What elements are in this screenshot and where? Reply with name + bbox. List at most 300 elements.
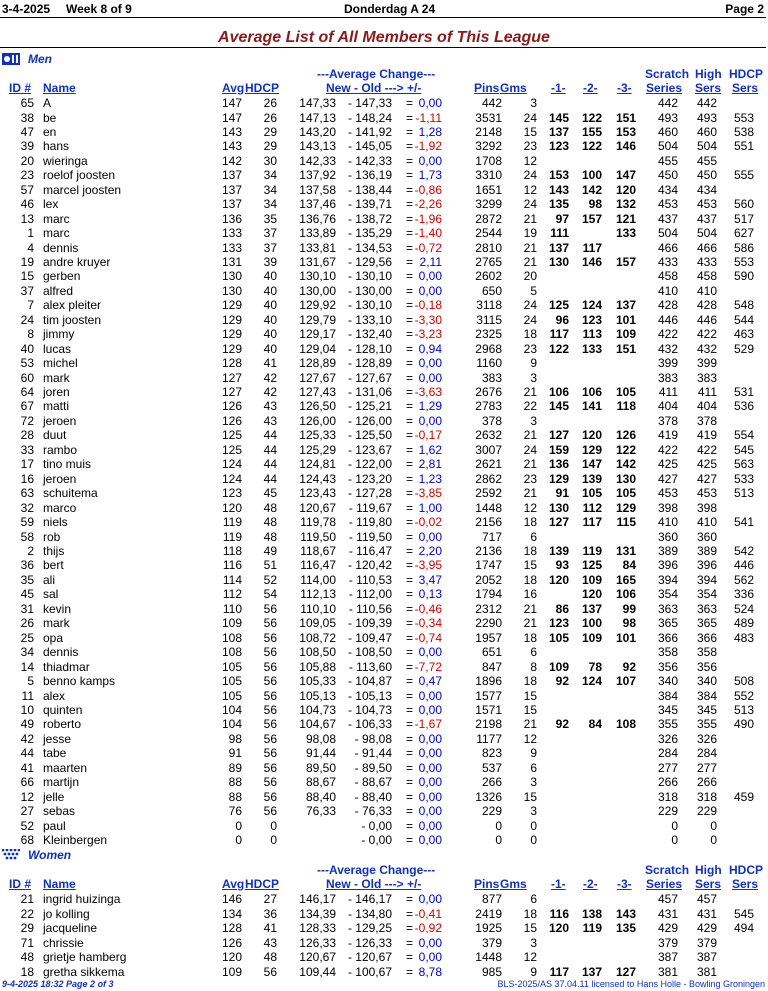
- cell-delta: 0,47: [418, 674, 442, 688]
- cell-hdcp: 56: [263, 645, 277, 660]
- cell-equals: =: [406, 572, 414, 587]
- cell-delta: 0,00: [418, 731, 442, 746]
- cell-delta: -0,72: [414, 240, 442, 255]
- cell-old-avg: - 127,28: [347, 486, 392, 501]
- cell-scratch-series: 378: [657, 413, 678, 428]
- cell-delta: 0,00: [418, 153, 442, 168]
- cell-new-avg: 116,47: [300, 558, 336, 573]
- cell-equals: =: [406, 168, 414, 183]
- cell-equals: =: [406, 964, 414, 979]
- cell-delta: 1,00: [418, 500, 442, 515]
- cell-pins: 651: [481, 645, 502, 660]
- cell-hdcp-series: 554: [733, 428, 754, 443]
- cell-games: 21: [523, 240, 537, 255]
- cell-old-avg: - 120,42: [347, 558, 392, 573]
- cell-pins: 229: [481, 804, 502, 819]
- cell-high-series: 340: [696, 674, 717, 688]
- cell-game2: 84: [588, 717, 602, 732]
- cell-new-avg: 105,88: [299, 659, 336, 674]
- cell-high-series: 398: [696, 500, 717, 515]
- cell-games: 21: [523, 616, 537, 631]
- cell-name: marc: [43, 226, 70, 240]
- cell-games: 3: [530, 775, 537, 790]
- cell-old-avg: - 131,06: [347, 385, 392, 399]
- cell-game3: 99: [622, 601, 636, 616]
- cell-game1: 92: [555, 717, 569, 732]
- cell-pins: 2872: [475, 211, 502, 226]
- cell-id: 36: [20, 558, 34, 573]
- cell-old-avg: - 89,50: [354, 760, 392, 775]
- cell-games: 3: [530, 96, 537, 110]
- cell-pins: 3310: [475, 168, 502, 183]
- cell-game2: 147: [581, 457, 602, 472]
- cell-high-series: 363: [696, 601, 717, 616]
- cell-game2: 137: [581, 601, 602, 616]
- cell-hdcp-series: 490: [733, 717, 754, 732]
- cell-hdcp: 29: [263, 124, 277, 139]
- cell-equals: =: [406, 731, 414, 746]
- cell-old-avg: - 122,00: [347, 457, 392, 472]
- cell-equals: =: [406, 717, 414, 732]
- cell-avg: 142: [221, 153, 242, 168]
- cell-avg: 129: [221, 298, 242, 313]
- cell-pins: 2783: [475, 399, 502, 414]
- cell-delta: 3,47: [418, 572, 442, 587]
- cell-high-series: 355: [696, 717, 717, 732]
- cell-hdcp-series: 560: [733, 197, 754, 212]
- cell-equals: =: [406, 254, 414, 269]
- cell-new-avg: 120,67: [299, 500, 336, 515]
- cell-scratch-series: 453: [657, 197, 678, 212]
- cell-game1: 109: [548, 659, 569, 674]
- cell-delta: 0,13: [418, 587, 442, 602]
- cell-avg: 126: [221, 935, 242, 950]
- cell-hdcp: 26: [263, 110, 277, 125]
- cell-old-avg: - 91,44: [354, 746, 392, 761]
- cell-avg: 104: [221, 717, 242, 732]
- cell-scratch-series: 433: [657, 254, 678, 269]
- cell-delta: -3,95: [414, 558, 442, 573]
- cell-scratch-series: 404: [657, 399, 678, 414]
- cell-old-avg: - 147,33: [347, 96, 392, 110]
- cell-scratch-series: 466: [657, 240, 678, 255]
- column-header-high-top: High: [695, 863, 722, 878]
- cell-old-avg: - 136,19: [347, 168, 392, 183]
- cell-name: andre kruyer: [43, 254, 111, 269]
- table-row: [0, 371, 768, 386]
- cell-high-series: 411: [697, 385, 717, 399]
- cell-hdcp: 42: [263, 385, 277, 399]
- cell-avg: 88: [228, 775, 242, 790]
- cell-id: 5: [27, 674, 34, 688]
- cell-hdcp: 48: [263, 950, 277, 965]
- cell-delta: -3,23: [414, 327, 442, 342]
- cell-id: 41: [20, 760, 34, 775]
- cell-game1: 120: [548, 572, 569, 587]
- column-header-name: Name: [43, 81, 76, 95]
- table-row: [0, 616, 768, 631]
- cell-high-series: 379: [696, 935, 717, 950]
- cell-equals: =: [406, 226, 414, 240]
- cell-game2: 141: [581, 399, 602, 414]
- table-row: [0, 775, 768, 790]
- table-row: [0, 443, 768, 458]
- cell-hdcp: 37: [263, 240, 277, 255]
- cell-game3: 142: [615, 457, 636, 472]
- cell-game2: 112: [582, 500, 602, 515]
- cell-pins: 537: [481, 760, 502, 775]
- cell-id: 63: [20, 486, 34, 501]
- cell-hdcp: 48: [263, 529, 277, 544]
- cell-hdcp-series: 459: [733, 789, 754, 804]
- cell-game2: 155: [581, 124, 602, 139]
- cell-game1: 111: [550, 226, 569, 240]
- cell-high-series: 466: [696, 240, 717, 255]
- cell-hdcp: 26: [263, 96, 277, 110]
- cell-delta: -7,72: [414, 659, 442, 674]
- cell-delta: -1,67: [414, 717, 442, 732]
- cell-scratch-series: 389: [657, 543, 678, 558]
- cell-hdcp: 48: [263, 515, 277, 529]
- section-title-label: Men: [28, 52, 52, 66]
- cell-equals: =: [406, 312, 414, 327]
- cell-high-series: 381: [696, 964, 717, 979]
- cell-high-series: 457: [696, 892, 717, 907]
- cell-pins: 877: [481, 892, 502, 907]
- cell-avg: 104: [221, 702, 242, 717]
- cell-name: martijn: [43, 775, 80, 790]
- cell-old-avg: - 130,10: [347, 269, 392, 284]
- cell-name: rambo: [43, 442, 78, 457]
- column-header-high-top: High: [695, 67, 722, 81]
- cell-old-avg: - 123,20: [347, 471, 392, 486]
- cell-high-series: 434: [696, 182, 717, 197]
- cell-game3: 105: [615, 385, 636, 399]
- cell-name: joren: [43, 385, 70, 399]
- cell-pins: 3299: [475, 197, 502, 212]
- cell-new-avg: 109,05: [299, 616, 336, 631]
- cell-game3: 109: [615, 327, 636, 342]
- cell-game3: 131: [615, 543, 636, 558]
- cell-game2: 117: [582, 515, 602, 529]
- cell-new-avg: 114,00: [300, 572, 336, 587]
- column-header-new-old: New - Old ---> +/-: [326, 877, 422, 892]
- table-row: [0, 732, 768, 747]
- cell-pins: 2544: [475, 226, 502, 240]
- cell-games: 6: [530, 892, 537, 907]
- table-row: [0, 950, 768, 965]
- cell-id: 32: [20, 500, 34, 515]
- cell-game3: 101: [615, 312, 636, 327]
- cell-pins: 1448: [475, 500, 502, 515]
- cell-name: michel: [43, 356, 78, 371]
- cell-new-avg: 109,44: [299, 964, 336, 979]
- cell-name: chrissie: [43, 935, 84, 950]
- table-row: [0, 298, 768, 313]
- cell-id: 71: [20, 935, 34, 950]
- cell-delta: 0,00: [418, 892, 442, 907]
- cell-hdcp-series: 517: [733, 211, 754, 226]
- cell-high-series: 0: [710, 833, 717, 847]
- cell-name: hans: [43, 139, 70, 154]
- cell-id: 29: [20, 921, 34, 936]
- cell-delta: 1,29: [418, 399, 442, 414]
- cell-new-avg: 126,50: [299, 399, 336, 414]
- cell-high-series: 387: [696, 950, 717, 965]
- cell-pins: 1925: [475, 921, 502, 936]
- cell-pins: 2198: [475, 717, 502, 732]
- cell-high-series: 442: [696, 96, 717, 110]
- cell-id: 2: [27, 543, 34, 558]
- cell-game3: 137: [615, 298, 636, 313]
- cell-old-avg: - 133,10: [347, 312, 392, 327]
- cell-equals: =: [406, 630, 414, 645]
- cell-scratch-series: 383: [657, 370, 678, 385]
- cell-high-series: 429: [696, 921, 717, 936]
- cell-name: lex: [43, 197, 59, 212]
- cell-games: 21: [523, 457, 537, 472]
- cell-hdcp-series: 483: [733, 630, 754, 645]
- cell-delta: 0,00: [418, 746, 442, 761]
- cell-old-avg: - 119,50: [348, 529, 392, 544]
- section-title-women: [2, 848, 71, 862]
- table-row: [0, 168, 768, 183]
- cell-old-avg: - 100,67: [347, 964, 392, 979]
- cell-hdcp: 34: [263, 182, 277, 197]
- cell-new-avg: 137,58: [299, 182, 336, 197]
- cell-delta: -0,41: [414, 906, 442, 921]
- cell-game3: 165: [615, 572, 636, 587]
- cell-high-series: 493: [696, 110, 717, 125]
- table-row: [0, 399, 768, 414]
- column-header-scratch-top: Scratch: [645, 67, 690, 81]
- cell-games: 12: [523, 731, 537, 746]
- cell-new-avg: 129,79: [299, 312, 336, 327]
- cell-equals: =: [406, 486, 414, 501]
- cell-delta: -1,96: [414, 211, 442, 226]
- column-header-high-bot: Sers: [695, 81, 722, 95]
- cell-games: 3: [530, 370, 537, 385]
- cell-name: A: [43, 96, 52, 110]
- cell-old-avg: - 142,33: [347, 153, 392, 168]
- cell-equals: =: [406, 385, 414, 399]
- cell-name: gerben: [43, 269, 81, 284]
- cell-hdcp: 40: [263, 312, 277, 327]
- table-row: [0, 717, 768, 732]
- cell-high-series: 410: [696, 515, 717, 529]
- cell-high-series: 504: [696, 226, 717, 240]
- cell-game1: 123: [548, 139, 569, 154]
- cell-scratch-series: 411: [658, 385, 678, 399]
- cell-avg: 126: [221, 413, 242, 428]
- cell-high-series: 504: [696, 139, 717, 154]
- cell-game1: 86: [555, 601, 569, 616]
- cell-delta: 0,00: [418, 702, 442, 717]
- cell-games: 12: [523, 500, 537, 515]
- cell-pins: 0: [495, 818, 502, 833]
- cell-high-series: 356: [696, 659, 717, 674]
- cell-delta: 0,00: [418, 804, 442, 819]
- table-row: [0, 269, 768, 284]
- cell-equals: =: [406, 921, 414, 936]
- cell-equals: =: [406, 645, 414, 660]
- cell-scratch-series: 450: [657, 168, 678, 183]
- footer-license: BLS-2025/AS 37.04.11 licensed to Hans Holle - Bowling Groningen: [497, 979, 765, 989]
- cell-name: ali: [43, 572, 56, 587]
- cell-hdcp: 44: [263, 442, 277, 457]
- cell-new-avg: 105,33: [299, 674, 336, 688]
- cell-old-avg: - 0,00: [361, 818, 392, 833]
- cell-equals: =: [406, 327, 414, 342]
- cell-games: 24: [523, 168, 537, 183]
- cell-hdcp-series: 545: [733, 906, 754, 921]
- cell-avg: 116: [222, 558, 242, 573]
- cell-hdcp-series: 551: [733, 139, 754, 154]
- cell-delta: 0,00: [418, 775, 442, 790]
- table-row: [0, 804, 768, 819]
- cell-scratch-series: 422: [657, 442, 678, 457]
- cell-hdcp-series: 552: [733, 688, 754, 703]
- cell-hdcp: 56: [263, 702, 277, 717]
- cell-avg: 120: [221, 950, 242, 965]
- cell-high-series: 460: [696, 124, 717, 139]
- cell-hdcp: 40: [263, 283, 277, 298]
- cell-id: 13: [20, 211, 34, 226]
- cell-high-series: 229: [696, 804, 717, 819]
- cell-avg: 119: [222, 529, 242, 544]
- cell-game3: 132: [615, 197, 636, 212]
- cell-hdcp-series: 563: [733, 457, 754, 472]
- cell-avg: 109: [221, 964, 242, 979]
- cell-scratch-series: 345: [657, 702, 678, 717]
- cell-games: 21: [523, 211, 537, 226]
- cell-new-avg: 88,40: [305, 789, 336, 804]
- cell-avg: 88: [228, 789, 242, 804]
- cell-high-series: 365: [696, 616, 717, 631]
- table-row: [0, 892, 768, 907]
- cell-hdcp: 34: [263, 197, 277, 212]
- cell-scratch-series: 277: [657, 760, 678, 775]
- cell-scratch-series: 422: [657, 327, 678, 342]
- cell-pins: 3531: [475, 110, 502, 125]
- cell-avg: 128: [221, 356, 242, 371]
- cell-old-avg: - 129,25: [347, 921, 392, 936]
- cell-id: 49: [20, 717, 34, 732]
- cell-id: 24: [20, 312, 34, 327]
- cell-old-avg: - 106,33: [347, 717, 392, 732]
- cell-id: 37: [20, 283, 34, 298]
- cell-game2: 142: [581, 182, 602, 197]
- column-header-hdcp-bot: Sers: [732, 81, 759, 95]
- cell-new-avg: 134,39: [299, 906, 336, 921]
- cell-new-avg: 133,81: [299, 240, 336, 255]
- table-row: [0, 501, 768, 516]
- cell-scratch-series: 284: [657, 746, 678, 761]
- cell-new-avg: 129,17: [299, 327, 336, 342]
- cell-new-avg: 125,29: [299, 442, 336, 457]
- cell-hdcp: 43: [263, 413, 277, 428]
- cell-hdcp-series: 533: [733, 471, 754, 486]
- cell-delta: 0,94: [418, 341, 442, 356]
- cell-delta: 2,81: [418, 457, 442, 472]
- cell-name: alfred: [43, 283, 74, 298]
- cell-game3: 120: [615, 182, 636, 197]
- cell-hdcp: 34: [263, 168, 277, 183]
- cell-game1: 125: [548, 298, 569, 313]
- cell-id: 17: [20, 457, 34, 472]
- cell-equals: =: [406, 341, 414, 356]
- cell-new-avg: 136,76: [299, 211, 336, 226]
- cell-name: grietje hamberg: [43, 950, 127, 965]
- cell-games: 21: [523, 254, 537, 269]
- cell-games: 8: [530, 659, 537, 674]
- cell-hdcp-series: 627: [733, 226, 754, 240]
- column-header-new-old: New - Old ---> +/-: [326, 81, 422, 95]
- cell-new-avg: 119,78: [300, 515, 336, 529]
- cell-games: 9: [530, 356, 537, 371]
- cell-new-avg: 143,13: [299, 139, 336, 154]
- cell-delta: 0,00: [418, 760, 442, 775]
- table-row: [0, 573, 768, 588]
- table-row: [0, 631, 768, 646]
- cell-equals: =: [406, 935, 414, 950]
- cell-scratch-series: 410: [657, 283, 678, 298]
- cell-equals: =: [406, 818, 414, 833]
- cell-equals: =: [406, 96, 414, 110]
- cell-equals: =: [406, 471, 414, 486]
- cell-equals: =: [406, 240, 414, 255]
- cell-old-avg: - 129,56: [347, 254, 392, 269]
- cell-pins: 2136: [475, 543, 502, 558]
- cell-id: 19: [20, 254, 34, 269]
- cell-equals: =: [406, 356, 414, 371]
- cell-delta: -1,40: [414, 226, 442, 240]
- cell-new-avg: 130,10: [299, 269, 336, 284]
- cell-pins: 266: [481, 775, 502, 790]
- cell-new-avg: 104,73: [299, 702, 336, 717]
- cell-game1: 122: [548, 341, 569, 356]
- cell-id: 57: [20, 182, 34, 197]
- column-header-avg: Avg: [222, 81, 245, 95]
- cell-game1: 116: [549, 906, 569, 921]
- cell-high-series: 446: [696, 312, 717, 327]
- table-row: [0, 212, 768, 227]
- cell-delta: 0,00: [418, 688, 442, 703]
- cell-game1: 130: [548, 500, 569, 515]
- cell-new-avg: 147,13: [299, 110, 336, 125]
- cell-high-series: 326: [696, 731, 717, 746]
- cell-high-series: 455: [696, 153, 717, 168]
- cell-id: 16: [20, 471, 34, 486]
- cell-hdcp-series: 590: [733, 269, 754, 284]
- cell-avg: 112: [222, 587, 242, 602]
- cell-id: 58: [20, 529, 34, 544]
- cell-old-avg: - 104,87: [347, 674, 392, 688]
- cell-avg: 125: [221, 442, 242, 457]
- cell-high-series: 396: [696, 558, 717, 573]
- cell-pins: 2312: [475, 601, 502, 616]
- cell-hdcp: 43: [263, 935, 277, 950]
- cell-high-series: 419: [696, 428, 717, 443]
- cell-high-series: 389: [696, 543, 717, 558]
- cell-high-series: 458: [696, 269, 717, 284]
- cell-name: alex pleiter: [43, 298, 102, 313]
- cell-old-avg: - 130,00: [347, 283, 392, 298]
- cell-delta: 0,00: [418, 529, 442, 544]
- cell-pins: 3292: [475, 139, 502, 154]
- cell-high-series: 431: [696, 906, 717, 921]
- cell-id: 11: [21, 688, 34, 703]
